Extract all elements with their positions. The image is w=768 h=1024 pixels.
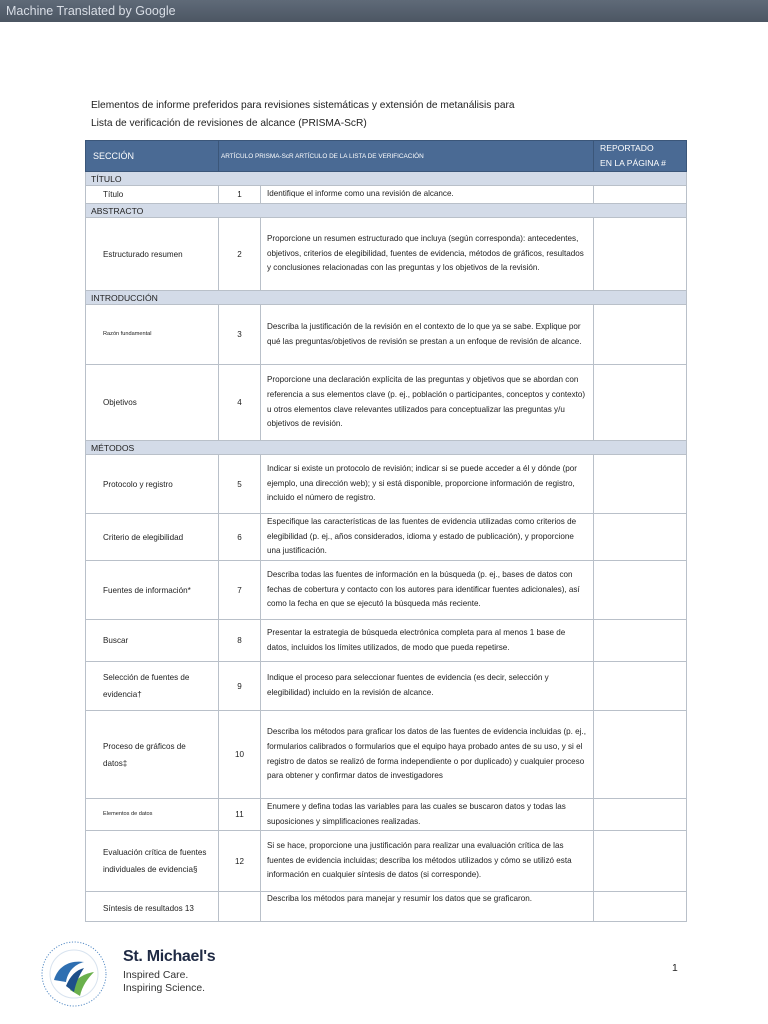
row-section: Estructurado resumen <box>86 218 219 291</box>
row-reported <box>594 620 687 662</box>
row-number: 6 <box>219 514 261 561</box>
row-section: Fuentes de información* <box>86 561 219 620</box>
row-number: 11 <box>219 799 261 831</box>
row-description: Describa la justificación de la revisión en el contexto de lo que ya se sabe. Explique por qué las preguntas/objetivos de revisión se prestan a un enfoque de revisión de alcance. <box>261 305 594 365</box>
header-section: SECCIÓN <box>86 141 219 172</box>
row-description: Presentar la estrategia de búsqueda electrónica completa para al menos 1 base de datos, incluidos los límites utilizados, de modo que pueda repetirse. <box>261 620 594 662</box>
table-row <box>86 305 687 365</box>
table-row <box>86 186 687 204</box>
row-number: 4 <box>219 365 261 441</box>
page-number: 1 <box>672 963 678 974</box>
table-row <box>86 561 687 620</box>
row-number <box>219 892 261 922</box>
document-title-line2: Lista de verificación de revisiones de alcance (PRISMA-ScR) <box>91 118 367 129</box>
document-title <box>91 97 515 133</box>
row-section: Título <box>86 186 219 204</box>
table-row <box>86 831 687 892</box>
header-reported <box>594 141 687 172</box>
table-row <box>86 892 687 922</box>
table-header-row <box>86 141 687 172</box>
row-description: Proporcione un resumen estructurado que incluya (según corresponda): antecedentes, objetivos, criterios de elegibilidad, fuentes de evidencia, métodos de gráficos, resultados y conclusiones relacionadas con las preguntas y los objetivos de la revisión. <box>261 218 594 291</box>
row-number: 7 <box>219 561 261 620</box>
row-section: Protocolo y registro <box>86 455 219 514</box>
table-row <box>86 514 687 561</box>
row-number: 2 <box>219 218 261 291</box>
section-label: INTRODUCCIÓN <box>86 291 687 305</box>
row-description: Indicar si existe un protocolo de revisión; indicar si se puede acceder a él y dónde (por ejemplo, una dirección web); y si está disponible, proporcione información de registro, incluido el número de registro. <box>261 455 594 514</box>
row-section: Selección de fuentes de evidencia† <box>86 662 219 711</box>
row-description: Describa los métodos para graficar los datos de las fuentes de evidencia incluidas (p. ej., formularios calibrados o formularios que el equipo haya probado antes de su uso, y si el registro de datos se realizó de forma independiente o por duplicado) y cualquier proceso para obtener y confirmar datos de investigadores <box>261 711 594 799</box>
checklist-table <box>85 140 687 922</box>
row-reported <box>594 218 687 291</box>
row-reported <box>594 561 687 620</box>
row-number: 1 <box>219 186 261 204</box>
row-reported <box>594 365 687 441</box>
section-row-metodos <box>86 441 687 455</box>
table-row <box>86 218 687 291</box>
row-reported <box>594 892 687 922</box>
row-reported <box>594 514 687 561</box>
row-description: Identifique el informe como una revisión de alcance. <box>261 186 594 204</box>
row-description: Describa los métodos para manejar y resumir los datos que se graficaron. <box>261 892 594 922</box>
section-row-abstracto <box>86 204 687 218</box>
table-row <box>86 662 687 711</box>
row-section: Objetivos <box>86 365 219 441</box>
table-row <box>86 620 687 662</box>
row-description: Si se hace, proporcione una justificación para realizar una evaluación crítica de las fuentes de evidencia incluidas; describa los métodos utilizados y cómo se utilizó esta información en cualquier síntesis de datos (si corresponde). <box>261 831 594 892</box>
header-item: ARTÍCULO PRISMA-ScR ARTÍCULO DE LA LISTA DE VERIFICACIÓN <box>219 141 594 172</box>
section-label: MÉTODOS <box>86 441 687 455</box>
table-row <box>86 365 687 441</box>
table-row <box>86 799 687 831</box>
row-reported <box>594 711 687 799</box>
document-title-line1: Elementos de informe preferidos para revisiones sistemáticas y extensión de metanálisis para <box>91 100 515 111</box>
kt-program-logo <box>40 940 108 1008</box>
row-number: 3 <box>219 305 261 365</box>
row-section: Evaluación crítica de fuentes individuales de evidencia§ <box>86 831 219 892</box>
row-number: 10 <box>219 711 261 799</box>
row-description: Especifique las características de las fuentes de evidencia utilizadas como criterios de elegibilidad (p. ej., años considerados, idioma y estado de publicación), y proporcione una justificación. <box>261 514 594 561</box>
section-label: ABSTRACTO <box>86 204 687 218</box>
row-reported <box>594 799 687 831</box>
row-reported <box>594 305 687 365</box>
section-row-introduccion <box>86 291 687 305</box>
row-description: Indique el proceso para seleccionar fuentes de evidencia (es decir, selección y elegibilidad) incluido en la revisión de alcance. <box>261 662 594 711</box>
table-row <box>86 711 687 799</box>
row-reported <box>594 455 687 514</box>
section-label: TÍTULO <box>86 172 687 186</box>
row-section: Síntesis de resultados 13 <box>86 892 219 922</box>
row-section: Buscar <box>86 620 219 662</box>
row-number: 9 <box>219 662 261 711</box>
brand-tagline-1: Inspired Care. <box>123 970 189 981</box>
brand-name: St. Michael's <box>123 948 216 965</box>
table-row <box>86 455 687 514</box>
row-section: Criterio de elegibilidad <box>86 514 219 561</box>
row-section: Razón fundamental <box>86 305 219 365</box>
header-reported-line1: REPORTADO <box>600 143 654 153</box>
row-reported <box>594 186 687 204</box>
section-row-titulo <box>86 172 687 186</box>
machine-translation-banner: Machine Translated by Google <box>0 0 768 22</box>
row-description: Enumere y defina todas las variables para las cuales se buscaron datos y todas las suposiciones y simplificaciones realizadas. <box>261 799 594 831</box>
row-section: Elementos de datos <box>86 799 219 831</box>
row-description: Proporcione una declaración explícita de las preguntas y objetivos que se abordan con referencia a sus elementos clave (p. ej., población o participantes, conceptos y contexto) u otros elementos clave relevantes utilizados para conceptualizar las preguntas y/u objetivos de revisión. <box>261 365 594 441</box>
row-reported <box>594 662 687 711</box>
row-number: 12 <box>219 831 261 892</box>
footer-brand <box>123 948 215 995</box>
row-description: Describa todas las fuentes de información en la búsqueda (p. ej., bases de datos con fechas de cobertura y contacto con los autores para identificar fuentes adicionales), así como la fecha en que se ejecutó la búsqueda más reciente. <box>261 561 594 620</box>
brand-tagline-2: Inspiring Science. <box>123 982 206 994</box>
header-reported-line2: EN LA PÁGINA # <box>600 158 666 168</box>
row-number: 8 <box>219 620 261 662</box>
row-reported <box>594 831 687 892</box>
row-number: 5 <box>219 455 261 514</box>
row-section: Proceso de gráficos de datos‡ <box>86 711 219 799</box>
